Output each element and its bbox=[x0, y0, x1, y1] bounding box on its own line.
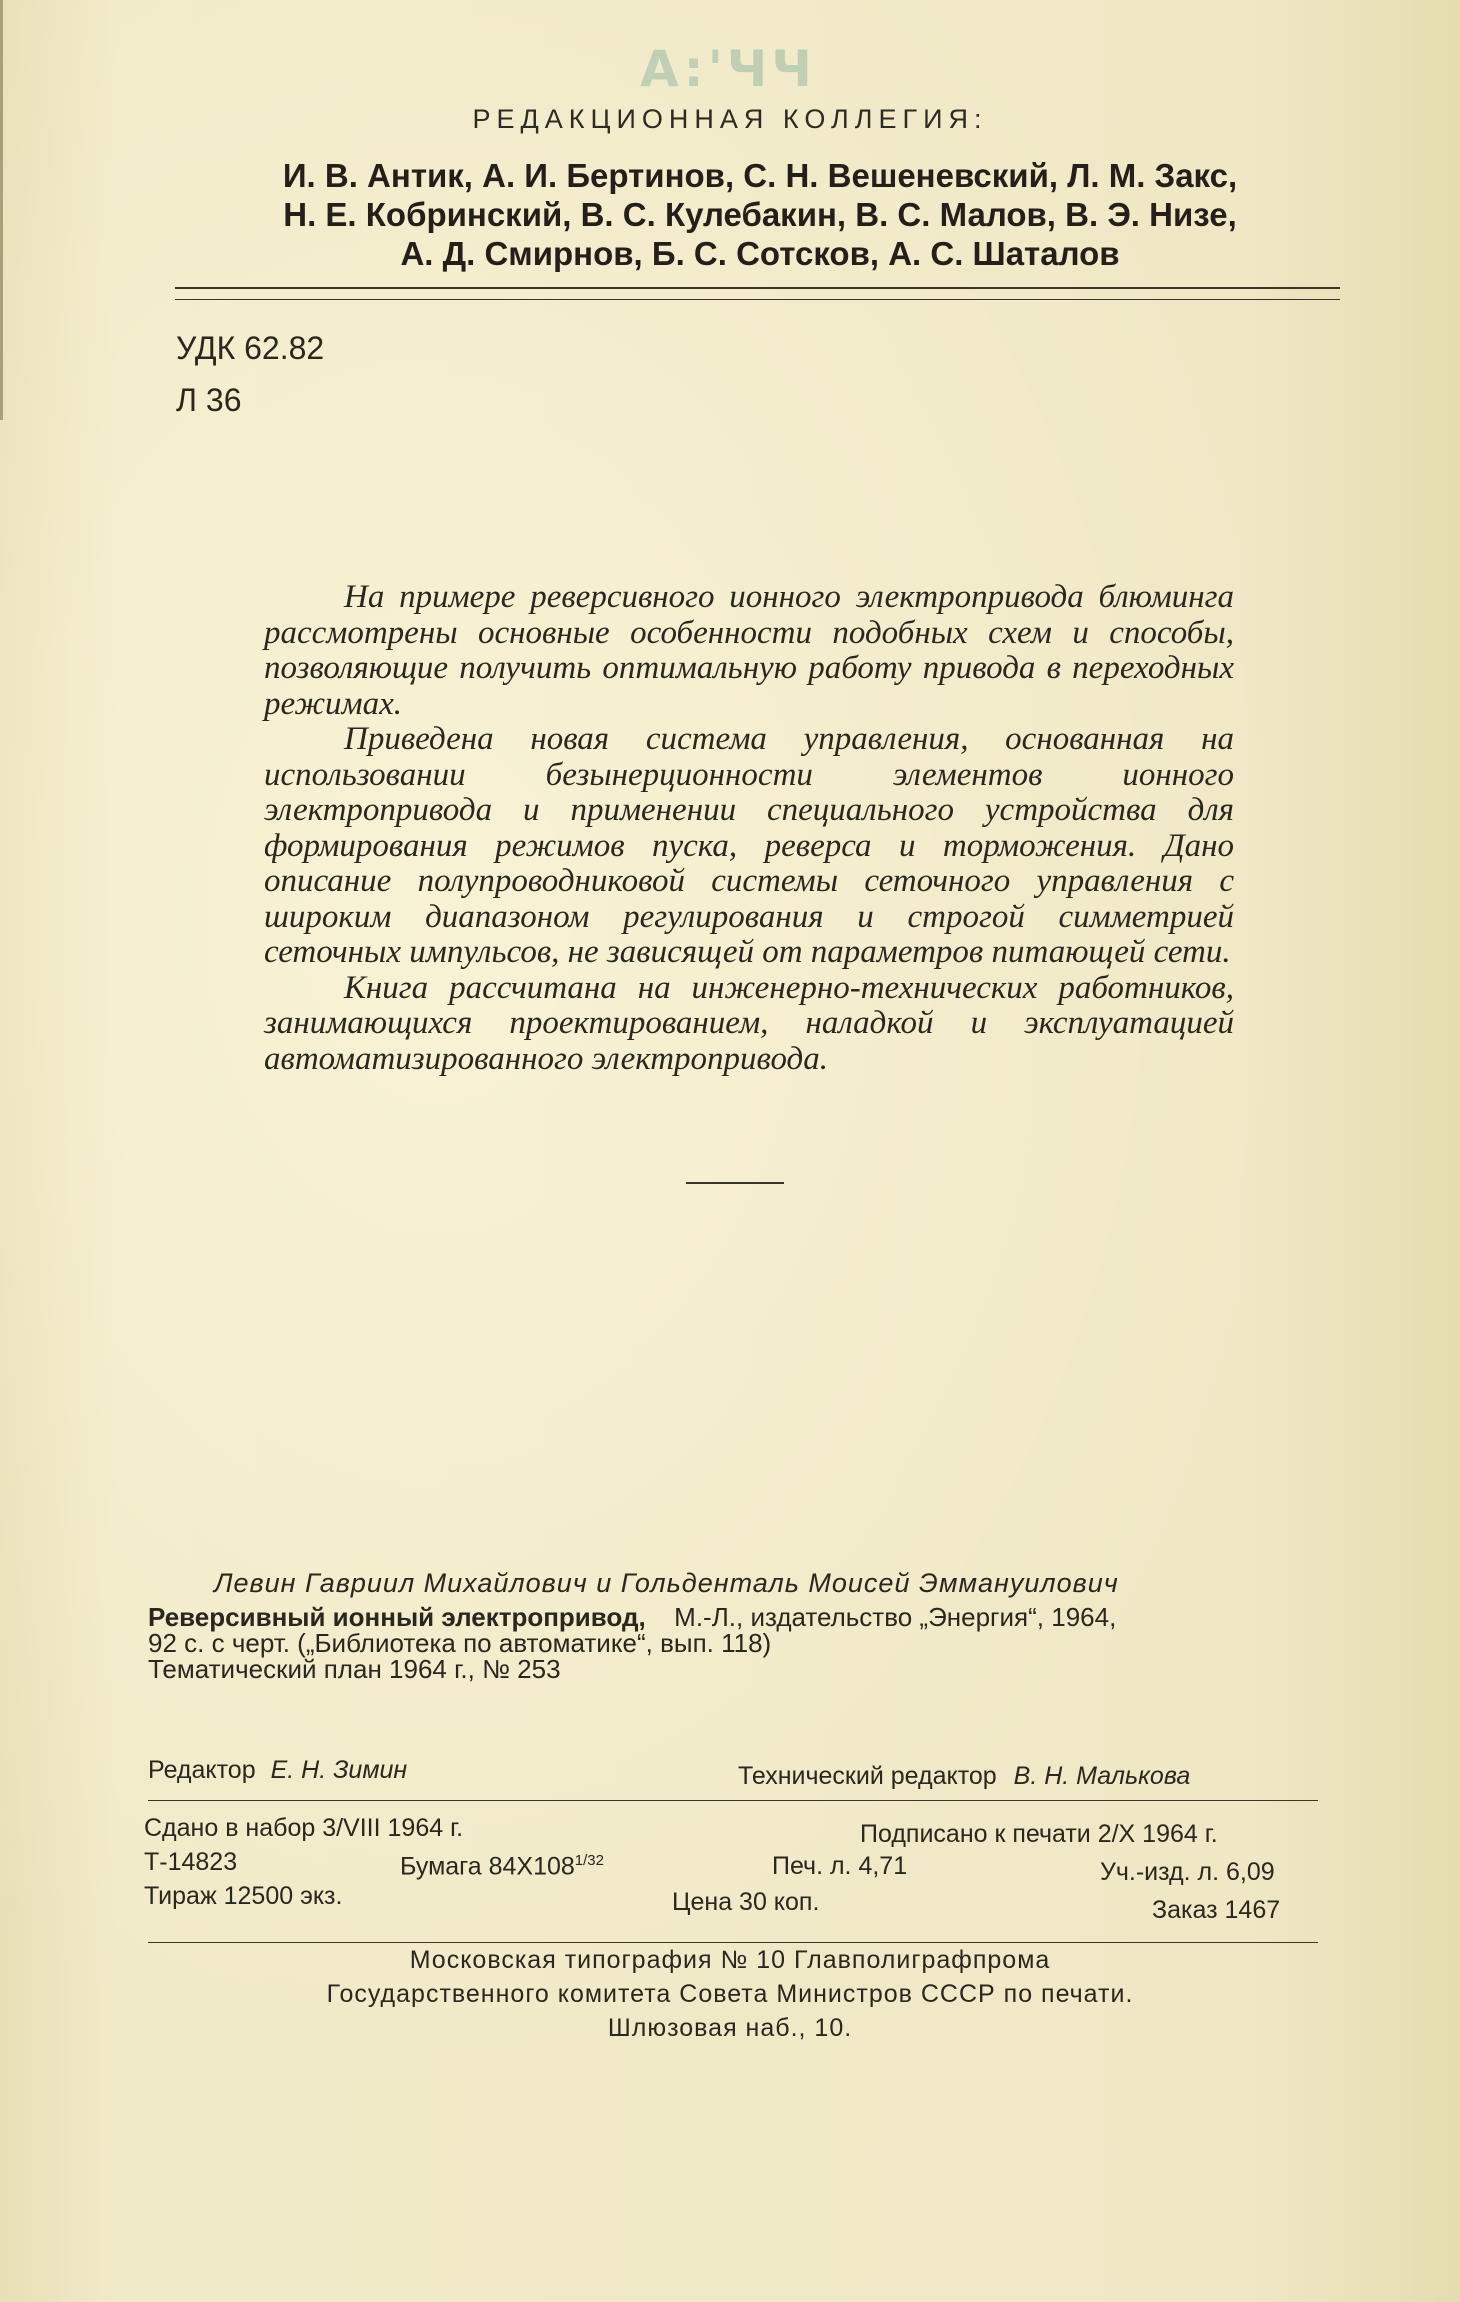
editor-credit: Редактор Е. Н. Зимин bbox=[148, 1756, 408, 1784]
udk-code: УДК 62.82 bbox=[176, 330, 325, 366]
biblio-line-3: Тематический план 1964 г., № 253 bbox=[148, 1654, 561, 1684]
tech-editor-name: В. Н. Малькова bbox=[1013, 1762, 1191, 1790]
double-divider bbox=[175, 287, 1340, 300]
sent-to-typeset: Сдано в набор 3/VIII 1964 г. bbox=[144, 1814, 464, 1842]
publisher-info: М.-Л., издательство „Энергия“, 1964, bbox=[674, 1602, 1117, 1632]
library-stamp: A:'ЧЧ bbox=[640, 40, 816, 98]
bibliographic-record bbox=[148, 1604, 1328, 1682]
board-members-line-1: И. В. Антик, А. И. Бертинов, С. Н. Вешеневский, Л. М. Закс, bbox=[282, 157, 1238, 194]
abstract-paragraph-1: На примере реверсивного ионного электропривода блюминга рассмотрены основные особенности подобных схем и способы, позволяющие получить оптимальную работу привода в переходных режимах. bbox=[264, 579, 1234, 722]
divider-line bbox=[148, 1800, 1318, 1801]
print-run: Тираж 12500 экз. bbox=[144, 1882, 343, 1910]
authors-line: Левин Гавриил Михайлович и Гольденталь Моисей Эммануилович bbox=[214, 1568, 1119, 1598]
abstract-paragraph-2: Приведена новая система управления, основанная на использовании безынерционности элементов ионного электропривода и применении специального устройства для формирования режимов пуска, реверса и торможения. Дано описание полупроводниковой системы сеточного управления с широким диапазоном регулирования и строгой симметрией сеточных импульсов, не зависящей от параметров питающей сети. bbox=[264, 721, 1234, 970]
paper-format: Бумага $84Х108^{1/32}$ bbox=[400, 1852, 604, 1881]
editorial-board-title: РЕДАКЦИОННАЯ КОЛЛЕГИЯ: bbox=[472, 104, 988, 134]
price: Цена 30 коп. bbox=[672, 1888, 820, 1916]
print-sheets: Печ. л. 4,71 bbox=[772, 1852, 908, 1880]
page-edge-shadow bbox=[0, 0, 3, 420]
divider-line-bottom bbox=[148, 1942, 1318, 1943]
imprint-line-2: Государственного комитета Совета Министров СССР по печати. bbox=[326, 1980, 1134, 2008]
book-title: Реверсивный ионный электропривод, bbox=[148, 1602, 646, 1632]
short-divider bbox=[686, 1182, 784, 1184]
abstract-paragraph-3: Книга рассчитана на инженерно-технических работников, занимающихся проектированием, наладкой и эксплуатацией автоматизированного электропривода. bbox=[264, 969, 1234, 1077]
biblio-line-1 bbox=[148, 1604, 1328, 1630]
t-code: Т-14823 bbox=[144, 1848, 238, 1876]
editor-name: Е. Н. Зимин bbox=[270, 1756, 408, 1784]
tech-editor-credit: Технический редактор В. Н. Малькова bbox=[738, 1762, 1191, 1790]
order-number: Заказ 1467 bbox=[1152, 1896, 1281, 1924]
editorial-board-members bbox=[150, 156, 1370, 273]
imprint-line-3: Шлюзовая наб., 10. bbox=[607, 2014, 853, 2042]
imprint-line-1: Московская типография № 10 Главполиграфпрома bbox=[409, 1946, 1051, 1974]
book-abstract bbox=[264, 580, 1234, 1077]
board-members-line-3: А. Д. Смирнов, Б. С. Сотсков, А. С. Шаталов bbox=[400, 235, 1120, 272]
board-members-line-2: Н. Е. Кобринский, В. С. Кулебакин, В. С. Малов, В. Э. Низе, bbox=[283, 196, 1237, 233]
paper-fraction: 1/32 bbox=[574, 1852, 604, 1869]
biblio-line-2: 92 с. с черт. („Библиотека по автоматике“, вып. 118) bbox=[148, 1628, 772, 1658]
catalog-code: Л 36 bbox=[176, 382, 242, 418]
publisher-sheets: Уч.-изд. л. 6,09 bbox=[1100, 1858, 1275, 1886]
signed-to-print: Подписано к печати 2/X 1964 г. bbox=[860, 1820, 1218, 1848]
